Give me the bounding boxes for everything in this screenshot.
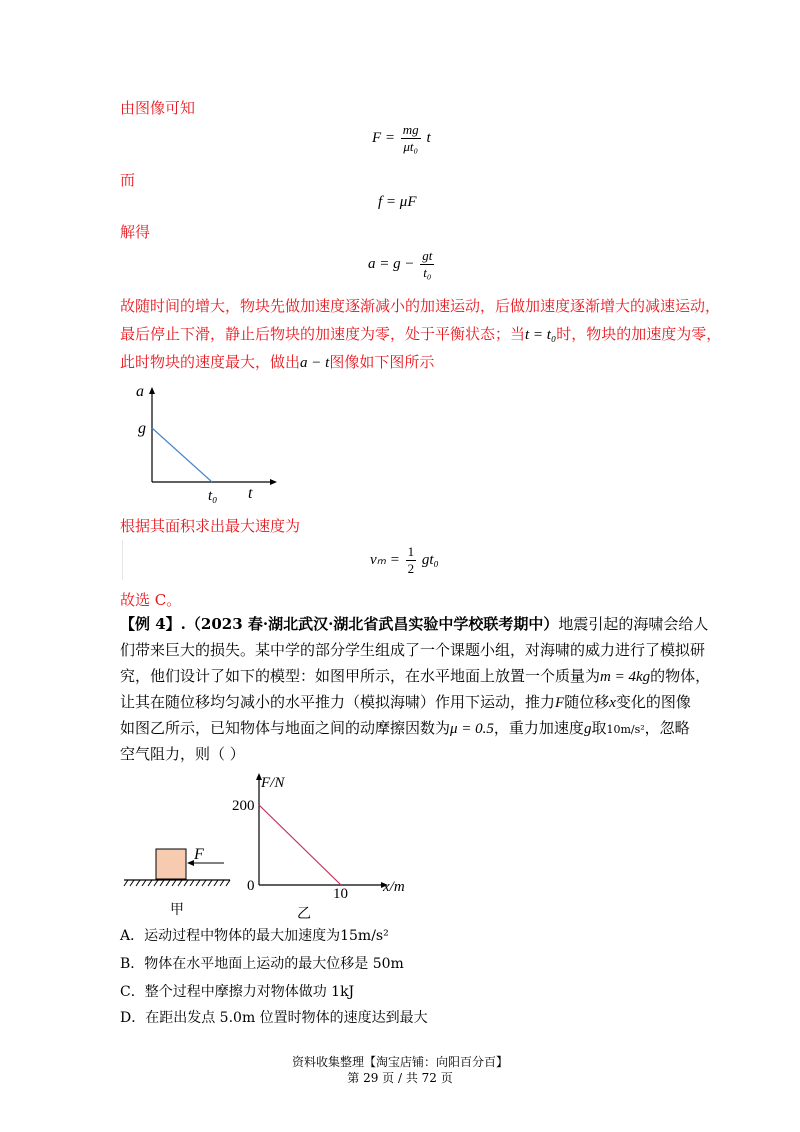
equation-force — [372, 122, 431, 155]
eq3-denominator: t₀ — [423, 265, 432, 280]
example-4-line-3 — [120, 666, 710, 687]
eq3-fraction — [420, 248, 434, 281]
margin-rule — [122, 540, 123, 580]
eq1-tail: t — [426, 129, 431, 146]
f-x-origin: 0 — [247, 878, 255, 894]
option-b[interactable]: B．物体在水平地面上运动的最大位移是 50m — [120, 956, 404, 972]
para2-text-b: 时，物块的加速度为零， — [556, 325, 722, 343]
solution-paragraph-1: 故随时间的增大，物块先做加速度逐渐减小的加速运动，后做加速度逐渐增大的减速运动， — [120, 297, 721, 315]
a-t-series-line — [152, 428, 212, 482]
caption-yi: 乙 — [297, 906, 311, 922]
para3-text-a: 此时物块的速度最大，做出 — [120, 353, 301, 371]
symbol-x: x — [609, 695, 616, 711]
f-x-x-tick-10: 10 — [333, 886, 348, 902]
solution-line-solve: 解得 — [120, 223, 151, 241]
example-source: （2023 春·湖北武汉·湖北省武昌实验中学校联考期中） — [185, 615, 559, 633]
option-a[interactable]: A．运动过程中物体的最大加速度为15m/s² — [120, 928, 389, 944]
solution-line-and: 而 — [120, 171, 136, 189]
equation-friction: f = μF — [378, 194, 417, 210]
f-x-y-label-text: F/N — [261, 775, 285, 791]
mass-value: m = 4kg — [600, 669, 651, 685]
solution-paragraph-3 — [120, 352, 434, 373]
example-text-3a: 究，他们设计了如下的模型：如图甲所示，在水平地面上放置一个质量为 — [120, 667, 601, 685]
force-arrow-head — [187, 860, 194, 866]
eq1-numerator: mg — [402, 122, 419, 137]
solution-answer: 故选 C。 — [120, 591, 182, 609]
example-text-5d: ，忽略 — [644, 719, 690, 737]
f-x-graph — [232, 770, 425, 930]
example-4-line-4 — [120, 692, 691, 713]
a-t-y-label: a — [136, 383, 144, 400]
eq3-lhs: a = g − — [368, 255, 415, 272]
friction-coefficient: μ = 0.5 — [450, 721, 494, 737]
para2-text-a: 最后停止下滑，静止后物块的加速度为零，处于平衡状态；当 — [120, 325, 526, 343]
example-text-4b: 随位移 — [564, 693, 610, 711]
eq1-fraction — [401, 122, 421, 155]
equation-max-velocity — [370, 544, 439, 577]
solution-line-given: 由图像可知 — [120, 99, 196, 117]
figure-jia — [120, 840, 240, 920]
eq4-numerator: 1 — [407, 544, 415, 559]
example-4-line-6: 空气阻力，则（ ） — [120, 745, 245, 763]
f-x-y-label — [260, 775, 285, 791]
inline-t-eq-t0: t = t₀ — [525, 327, 557, 343]
solution-line-area: 根据其面积求出最大速度为 — [120, 517, 301, 535]
example-tag: 【例 4】 — [120, 615, 181, 633]
a-t-graph — [130, 378, 280, 508]
symbol-g: g — [583, 721, 592, 737]
option-d[interactable]: D．在距出发点 5.0m 位置时物体的速度达到最大 — [120, 1010, 428, 1026]
example-text-1: 地震引起的海啸会给人 — [558, 615, 709, 633]
para3-text-b: 图像如下图所示 — [329, 353, 435, 371]
gravity-value: 10m/s² — [606, 723, 645, 736]
eq1-denominator: μt₀ — [403, 139, 419, 154]
example-4-line-5 — [120, 718, 690, 740]
f-x-x-label: x/m — [383, 879, 405, 895]
example-text-4a: 让其在随位移均匀减小的水平推力（模拟海啸）作用下运动，推力 — [120, 693, 556, 711]
a-t-x-value-t0: t₀ — [208, 488, 218, 504]
example-4-line-2: 们带来巨大的损失。某中学的部分学生组成了一个课题小组，对海啸的威力进行了模拟研 — [120, 641, 706, 659]
footer-source: 资料收集整理【淘宝店铺：向阳百分百】 — [291, 1055, 508, 1069]
example-text-5c: 取 — [591, 719, 607, 737]
eq3-numerator: gt — [422, 248, 433, 263]
a-t-x-arrow — [270, 479, 277, 485]
force-label: F — [194, 846, 204, 863]
solution-paragraph-2 — [120, 324, 721, 345]
a-t-y-value-g: g — [138, 420, 146, 437]
example-text-3b: 的物体， — [650, 667, 711, 685]
caption-jia: 甲 — [170, 902, 184, 918]
f-x-y-tick-200: 200 — [232, 798, 255, 814]
example-text-5b: ，重力加速度 — [493, 719, 584, 737]
example-text-5a: 如图乙所示，已知物体与地面之间的动摩擦因数为 — [120, 719, 451, 737]
eq4-denominator: 2 — [407, 561, 415, 576]
block — [156, 849, 186, 879]
eq4-lhs: vₘ = — [370, 551, 400, 568]
f-x-series-line — [259, 805, 341, 885]
example-text-4c: 变化的图像 — [615, 693, 691, 711]
symbol-F: F — [555, 695, 565, 711]
option-c[interactable]: C．整个过程中摩擦力对物体做功 1kJ — [120, 984, 355, 1000]
footer-page-number: 第 29 页 / 共 72 页 — [347, 1071, 453, 1085]
equation-acceleration — [368, 248, 436, 281]
example-4-line-1 — [120, 614, 710, 634]
ground-hatch — [124, 880, 230, 886]
example-dot: . — [180, 615, 186, 633]
inline-a-t: a − t — [300, 355, 330, 371]
a-t-y-arrow — [149, 387, 155, 394]
eq4-tail: gt₀ — [421, 551, 439, 568]
a-t-x-label: t — [248, 485, 253, 502]
eq1-lhs: F = — [372, 129, 396, 146]
eq4-fraction — [406, 544, 417, 577]
